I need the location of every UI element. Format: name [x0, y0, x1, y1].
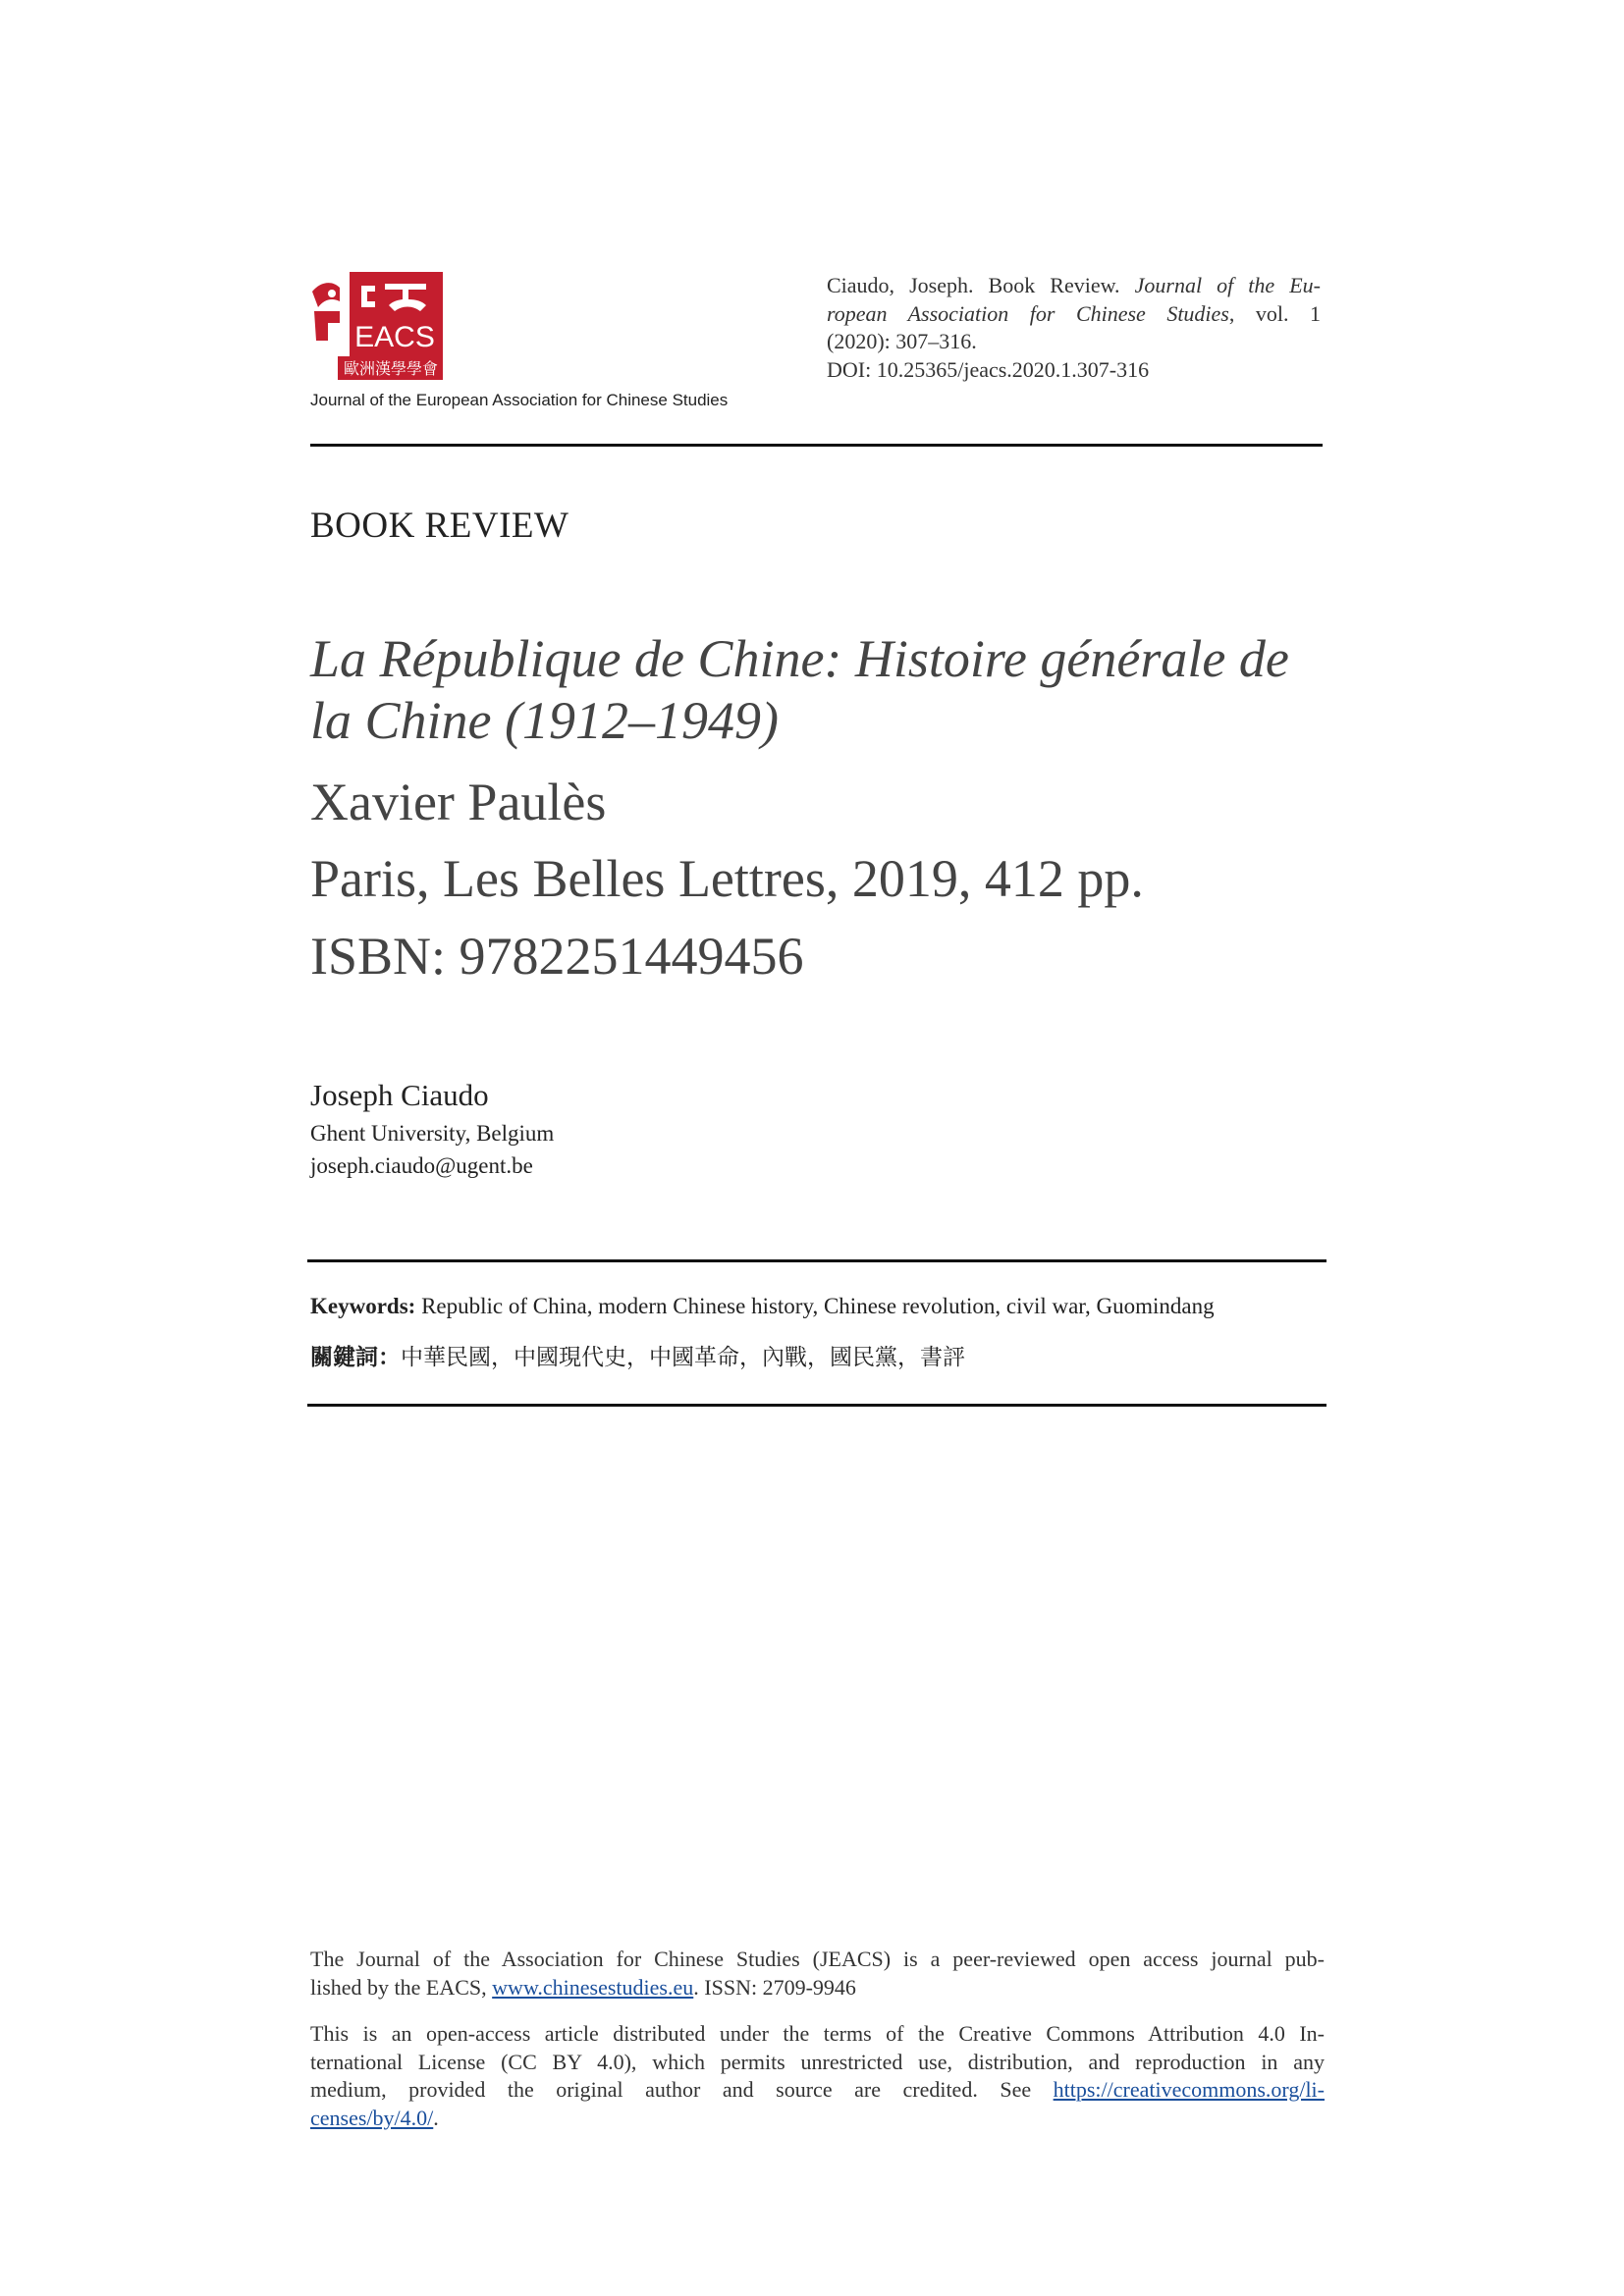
book-publisher: Paris, Les Belles Lettres, 2019, 412 pp. — [310, 849, 1144, 908]
citation-journal-part-2: ropean Association for Chinese Studies — [827, 300, 1229, 326]
citation-line-1 — [827, 272, 1321, 300]
book-isbn: ISBN: 9782251449456 — [310, 927, 804, 986]
section-label: BOOK REVIEW — [310, 506, 569, 546]
journal-notice-line-1: The Journal of the Association for Chinese Studies (JEACS) is a peer-reviewed open access journal pub- — [310, 1947, 1325, 1971]
citation-doi: DOI: 10.25365/jeacs.2020.1.307-316 — [827, 356, 1150, 382]
eacs-logo-icon — [310, 272, 448, 382]
license-link-part-2[interactable]: censes/by/4.0/ — [310, 2105, 434, 2130]
keywords-zh-label: 關鍵詞： — [310, 1345, 401, 1370]
reviewer-name: Joseph Ciaudo — [310, 1078, 489, 1112]
license-end-period: . — [433, 2105, 439, 2130]
license-line-2: ternational License (CC BY 4.0), which permits unrestricted use, distribution, and reproduction in any — [310, 2049, 1325, 2074]
keywords-top-divider — [307, 1259, 1326, 1262]
book-title-line-1: La République de Chine: Histoire générale de — [310, 629, 1289, 688]
eacs-logo — [310, 272, 448, 382]
citation-pages: (2020): 307–316. — [827, 329, 977, 353]
chinesestudies-link[interactable]: www.chinesestudies.eu — [492, 1974, 694, 2000]
book-author: Xavier Paulès — [310, 773, 607, 831]
book-title — [310, 628, 1331, 752]
license-line-1: This is an open-access article distributed under the terms of the Creative Commons Attribution 4.0 In- — [310, 2021, 1325, 2046]
journal-name: Journal of the European Association for Chinese Studies — [310, 391, 729, 409]
logo-subtitle: 歐洲漢學學會 — [343, 359, 439, 378]
license-line-3 — [310, 2076, 1325, 2105]
keywords-bottom-divider — [307, 1404, 1326, 1407]
issn-text: . ISSN: 2709-9946 — [693, 1974, 856, 2000]
keywords-chinese — [310, 1339, 965, 1371]
citation-journal-part-1: Journal of the Eu- — [1134, 273, 1321, 297]
license-link-part-1[interactable]: https://creativecommons.org/li- — [1053, 2077, 1325, 2102]
keywords-label: Keywords: — [310, 1294, 416, 1318]
license-line-4 — [310, 2105, 1325, 2133]
license-notice — [310, 2020, 1325, 2132]
book-title-line-2: la Chine (1912–1949) — [310, 691, 779, 750]
license-text: medium, provided the original author and source are credited. See — [310, 2077, 1054, 2102]
reviewer-email[interactable]: joseph.ciaudo@ugent.be — [310, 1153, 533, 1178]
journal-notice-text: lished by the EACS, — [310, 1974, 493, 2000]
keywords-zh-text: 中華民國，中國現代史，中國革命，內戰，國民黨，書評 — [401, 1345, 965, 1370]
journal-notice-line-2 — [310, 1974, 1325, 2002]
keywords-text: Republic of China, modern Chinese history, Chinese revolution, civil war, Guomindang — [415, 1294, 1215, 1318]
citation-volume: , vol. 1 — [1228, 300, 1321, 326]
citation-line-2 — [827, 300, 1321, 329]
citation — [827, 272, 1321, 384]
keywords — [310, 1294, 1215, 1319]
citation-author: Ciaudo, Joseph. Book Review. — [827, 273, 1135, 297]
reviewer-affiliation: Ghent University, Belgium — [310, 1121, 555, 1146]
logo-eacs-text: EACS — [354, 321, 435, 353]
journal-notice — [310, 1946, 1325, 2002]
header-divider — [310, 444, 1323, 447]
